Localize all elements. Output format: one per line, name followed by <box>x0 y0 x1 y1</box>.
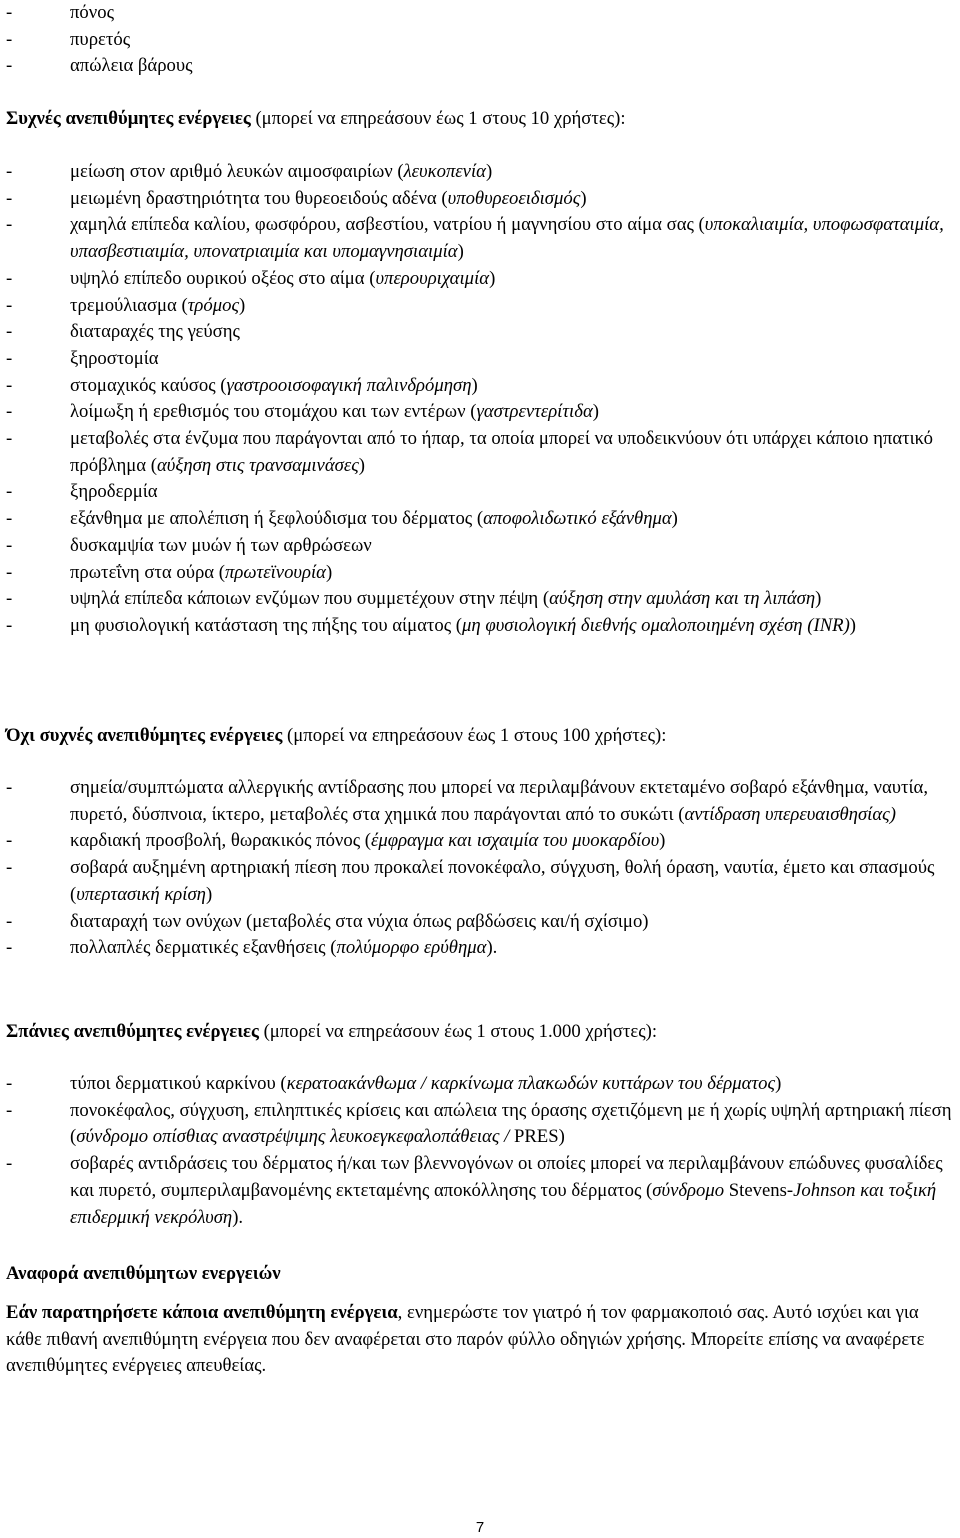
list-dash: - <box>6 481 13 503</box>
list-dash: - <box>6 401 13 423</box>
list-item: - πρωτεΐνη στα ούρα (πρωτεϊνουρία) <box>6 560 956 587</box>
list-item: - καρδιακή προσβολή, θωρακικός πόνος (έμφραγμα και ισχαιμία του μυοκαρδίου) <box>6 828 956 855</box>
list-dash: - <box>6 214 13 236</box>
common-effects-list <box>6 159 956 640</box>
list-item: - στομαχικός καύσος (γαστροοισοφαγική παλινδρόμηση) <box>6 373 956 400</box>
list-item: - απώλεια βάρους <box>6 53 956 80</box>
list-item: - σοβαρά αυξημένη αρτηριακή πίεση που προκαλεί πονοκέφαλο, σύγχυση, θολή όραση, ναυτία, έμετο και σπασμούς (υπερτασική κρίση) <box>6 857 935 905</box>
list-dash: - <box>6 28 13 50</box>
report-paragraph: Εάν παρατηρήσετε κάποια ανεπιθύμητη ενέργεια, ενημερώστε τον γιατρό ή τον φαρμακοποιό σας. Αυτό ισχύει και για κάθε πιθανή ανεπιθύμητη ενέργεια που δεν αναφέρεται στο παρόν φύλλο οδηγιών χρήσης. Μπορείτε επίσης να αναφέρετε ανεπιθύμητες ενέργειες απευθείας. <box>6 1302 925 1377</box>
list-item: - εξάνθημα με απολέπιση ή ξεφλούδισμα του δέρματος (αποφολιδωτικό εξάνθημα) <box>6 506 956 533</box>
list-dash: - <box>6 267 13 289</box>
list-dash: - <box>6 294 13 316</box>
list-dash: - <box>6 857 13 879</box>
list-item: - λοίμωξη ή ερεθισμός του στομάχου και των εντέρων (γαστρεντερίτιδα) <box>6 399 956 426</box>
list-item: - διαταραχές της γεύσης <box>6 319 956 346</box>
list-dash: - <box>6 534 13 556</box>
list-item: - μείωση στον αριθμό λευκών αιμοσφαιρίων (λευκοπενία) <box>6 159 956 186</box>
list-item: - ξηροδερμία <box>6 479 956 506</box>
list-dash: - <box>6 347 13 369</box>
common-heading: Συχνές ανεπιθύμητες ενέργειες (μπορεί να επηρεάσουν έως 1 στους 10 χρήστες): <box>6 108 626 129</box>
uncommon-effects-list <box>6 775 956 962</box>
list-dash: - <box>6 561 13 583</box>
list-item: - πολλαπλές δερματικές εξανθήσεις (πολύμορφο ερύθημα). <box>6 935 956 962</box>
list-item: - υψηλά επίπεδα κάποιων ενζύμων που συμμετέχουν στην πέψη (αύξηση στην αμυλάση και τη λιπάση) <box>6 586 956 613</box>
top-list <box>6 0 956 80</box>
page-number: 7 <box>475 1519 485 1536</box>
list-dash: - <box>6 321 13 343</box>
list-dash: - <box>6 588 13 610</box>
list-item: - πονοκέφαλος, σύγχυση, επιληπτικές κρίσεις και απώλεια της όρασης σχετιζόμενη με ή χωρίς υψηλή αρτηριακή πίεση (σύνδρομο οπίσθιας αναστρέψιμης λευκοεγκεφαλοπάθειας / PRES) <box>6 1099 952 1148</box>
list-item: - τύποι δερματικού καρκίνου (κερατοακάνθωμα / καρκίνωμα πλακωδών κυττάρων του δέρματος) <box>6 1071 956 1098</box>
list-item: - μειωμένη δραστηριότητα του θυρεοειδούς αδένα (υποθυρεοειδισμός) <box>6 186 956 213</box>
list-item: - υψηλό επίπεδο ουρικού οξέος στο αίμα (υπερουριχαιμία) <box>6 266 956 293</box>
list-item: - τρεμούλιασμα (τρόμος) <box>6 293 956 320</box>
rare-effects-list <box>6 1071 956 1231</box>
list-item: - διαταραχή των ονύχων (μεταβολές στα νύχια όπως ραβδώσεις και/ή σχίσιμο) <box>6 909 956 936</box>
list-dash: - <box>6 777 13 798</box>
list-dash: - <box>6 937 13 959</box>
list-dash: - <box>6 1073 13 1094</box>
list-dash: - <box>6 374 13 396</box>
list-item: - δυσκαμψία των μυών ή των αρθρώσεων <box>6 533 956 560</box>
list-dash: - <box>6 910 13 932</box>
list-item: - μη φυσιολογική κατάσταση της πήξης του αίματος (μη φυσιολογική διεθνής ομαλοποιημένη σχέση (INR)) <box>6 613 956 640</box>
list-item: - ξηροστομία <box>6 346 956 373</box>
list-dash: - <box>6 1153 13 1175</box>
list-item: - μεταβολές στα ένζυμα που παράγονται από το ήπαρ, τα οποία μπορεί να υποδεικνύουν ότι υπάρχει κάποιο ηπατικό πρόβλημα (αύξηση στις τρανσαμινάσες) <box>6 428 934 476</box>
list-dash: - <box>6 187 13 209</box>
list-item: - πυρετός <box>6 27 956 54</box>
uncommon-heading: Όχι συχνές ανεπιθύμητες ενέργειες (μπορεί να επηρεάσουν έως 1 στους 100 χρήστες): <box>6 725 667 746</box>
list-dash: - <box>6 161 13 182</box>
list-dash: - <box>6 830 13 852</box>
list-dash: - <box>6 2 13 23</box>
report-heading: Αναφορά ανεπιθύμητων ενεργειών <box>6 1263 281 1284</box>
list-item: - πόνος <box>6 0 956 27</box>
list-dash: - <box>6 1099 13 1121</box>
list-item: - σοβαρές αντιδράσεις του δέρματος ή/και των βλεννογόνων οι οποίες μπορεί να περιλαμβάνουν επώδυνες φυσαλίδες και πυρετό, συμπεριλαμβανομένης εκτεταμένης αποκόλλησης του δέρματος (σύνδρομο Stevens-Johnson και τοξική επιδερμική νεκρόλυση). <box>6 1153 943 1228</box>
list-dash: - <box>6 55 13 77</box>
rare-heading: Σπάνιες ανεπιθύμητες ενέργειες (μπορεί να επηρεάσουν έως 1 στους 1.000 χρήστες): <box>6 1021 658 1042</box>
list-item: - χαμηλά επίπεδα καλίου, φωσφόρου, ασβεστίου, νατρίου ή μαγνησίου στο αίμα σας (υποκαλιαιμία, υποφωσφαταιμία, υπασβεστιαιμία, υπονατριαιμία και υπομαγνησιαιμία) <box>6 214 944 263</box>
list-item: - σημεία/συμπτώματα αλλεργικής αντίδρασης που μπορεί να περιλαμβάνουν εκτεταμένο σοβαρό εξάνθημα, ναυτία, πυρετό, δύσπνοια, ίκτερο, μεταβολές στα χημικά που παράγονται από το συκώτι (αντίδραση υπερευαισθησίας) <box>6 777 929 825</box>
list-dash: - <box>6 614 13 636</box>
list-dash: - <box>6 428 13 450</box>
list-dash: - <box>6 508 13 530</box>
